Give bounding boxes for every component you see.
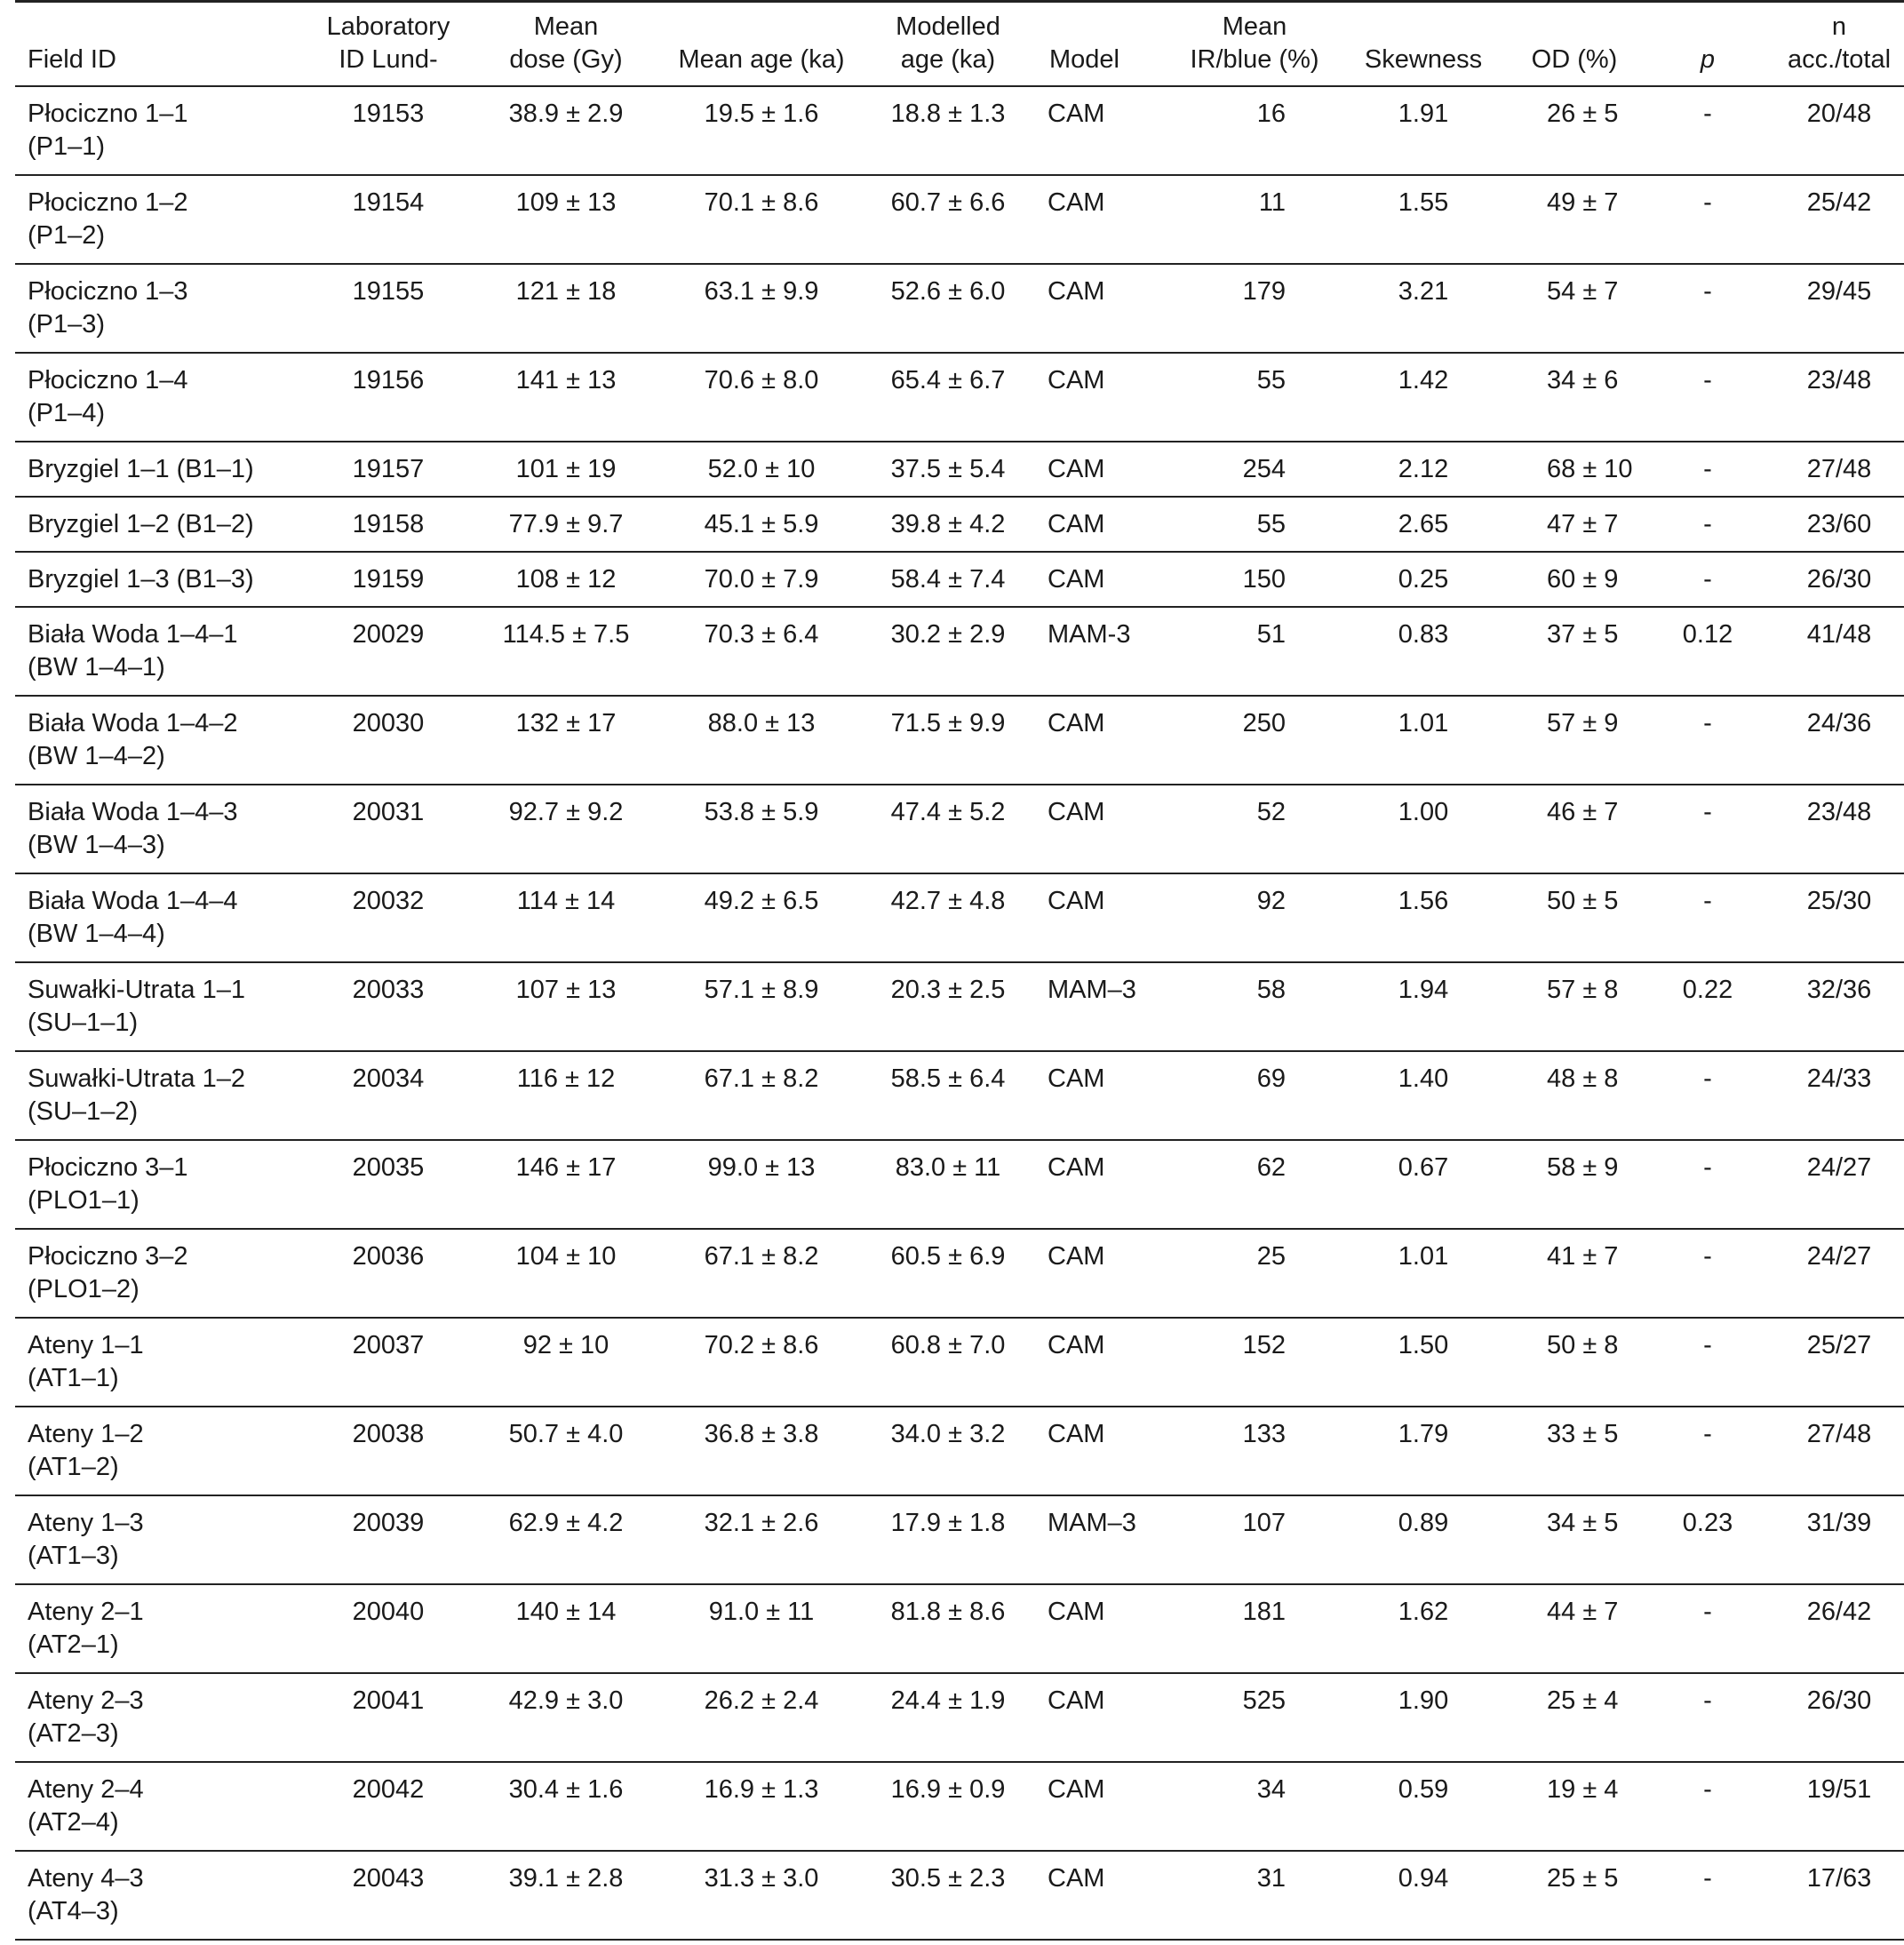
cell-model: CAM xyxy=(1048,564,1105,594)
table-row xyxy=(15,442,1904,497)
cell-model: CAM xyxy=(1048,1064,1105,1093)
col-header-lab-id: Laboratory ID Lund- xyxy=(326,12,450,74)
table-row xyxy=(15,86,1904,175)
cell-mean-dose: 77.9 ± 9.7 xyxy=(508,509,624,538)
table-row xyxy=(15,1229,1904,1318)
cell-ir-blue: 25 xyxy=(1256,1241,1286,1271)
cell-mean-dose: 132 ± 17 xyxy=(515,708,617,737)
cell-n-acc-total: 25/30 xyxy=(1806,886,1872,915)
cell-p: - xyxy=(1703,886,1712,915)
cell-field-id: Płociczno 1–3 (P1–3) xyxy=(28,276,188,339)
cell-lab-id: 20033 xyxy=(352,975,425,1004)
table-body xyxy=(15,86,1904,1940)
table-row xyxy=(15,552,1904,607)
cell-model: CAM xyxy=(1048,1241,1105,1271)
cell-od: 47 ± 7 xyxy=(1547,509,1619,538)
cell-mean-age: 45.1 ± 5.9 xyxy=(704,509,819,538)
cell-ir-blue: 16 xyxy=(1256,99,1286,128)
cell-mean-dose: 42.9 ± 3.0 xyxy=(508,1686,624,1715)
cell-od: 68 ± 10 xyxy=(1547,454,1633,483)
cell-p: - xyxy=(1703,1863,1712,1893)
cell-mean-age: 70.3 ± 6.4 xyxy=(704,619,819,649)
cell-lab-id: 20032 xyxy=(352,886,425,915)
cell-mean-dose: 101 ± 19 xyxy=(515,454,617,483)
cell-p: - xyxy=(1703,1686,1712,1715)
data-table-container xyxy=(15,0,1904,1941)
cell-field-id: Płociczno 3–2 (PLO1–2) xyxy=(28,1241,188,1303)
cell-model: CAM xyxy=(1048,708,1105,737)
cell-model: CAM xyxy=(1048,1597,1105,1626)
cell-skewness: 1.91 xyxy=(1398,99,1449,128)
cell-od: 58 ± 9 xyxy=(1547,1152,1619,1182)
cell-modelled-age: 20.3 ± 2.5 xyxy=(890,975,1006,1004)
table-row xyxy=(15,1584,1904,1673)
cell-field-id: Płociczno 1–1 (P1–1) xyxy=(28,99,188,161)
cell-model: CAM xyxy=(1048,1863,1105,1893)
cell-skewness: 1.01 xyxy=(1398,1241,1449,1271)
cell-ir-blue: 133 xyxy=(1242,1419,1286,1448)
table-row xyxy=(15,264,1904,353)
cell-mean-dose: 146 ± 17 xyxy=(515,1152,617,1182)
cell-p: - xyxy=(1703,708,1712,737)
cell-modelled-age: 52.6 ± 6.0 xyxy=(890,276,1006,306)
cell-field-id: Suwałki-Utrata 1–2 (SU–1–2) xyxy=(28,1064,245,1126)
table-row xyxy=(15,962,1904,1051)
cell-modelled-age: 65.4 ± 6.7 xyxy=(890,365,1006,395)
cell-n-acc-total: 29/45 xyxy=(1806,276,1872,306)
cell-field-id: Ateny 1–3 (AT1–3) xyxy=(28,1508,144,1570)
cell-p: - xyxy=(1703,99,1712,128)
cell-field-id: Biała Woda 1–4–4 (BW 1–4–4) xyxy=(28,886,238,948)
cell-field-id: Płociczno 1–4 (P1–4) xyxy=(28,365,188,427)
col-header-ir-blue: Mean IR/blue (%) xyxy=(1190,12,1319,74)
cell-n-acc-total: 41/48 xyxy=(1806,619,1872,649)
cell-model: CAM xyxy=(1048,1774,1105,1804)
cell-mean-dose: 62.9 ± 4.2 xyxy=(508,1508,624,1537)
cell-field-id: Ateny 1–1 (AT1–1) xyxy=(28,1330,144,1392)
cell-mean-dose: 121 ± 18 xyxy=(515,276,617,306)
cell-model: CAM xyxy=(1048,365,1105,395)
col-header-model: Model xyxy=(1049,44,1119,74)
cell-field-id: Biała Woda 1–4–2 (BW 1–4–2) xyxy=(28,708,238,770)
cell-modelled-age: 39.8 ± 4.2 xyxy=(890,509,1006,538)
cell-od: 57 ± 8 xyxy=(1547,975,1619,1004)
cell-p: - xyxy=(1703,1597,1712,1626)
cell-modelled-age: 60.8 ± 7.0 xyxy=(890,1330,1006,1359)
cell-skewness: 1.40 xyxy=(1398,1064,1449,1093)
cell-mean-age: 31.3 ± 3.0 xyxy=(704,1863,819,1893)
cell-modelled-age: 17.9 ± 1.8 xyxy=(890,1508,1006,1537)
cell-mean-dose: 39.1 ± 2.8 xyxy=(508,1863,624,1893)
cell-field-id: Biała Woda 1–4–1 (BW 1–4–1) xyxy=(28,619,238,682)
table-row xyxy=(15,1318,1904,1407)
cell-ir-blue: 179 xyxy=(1242,276,1286,306)
cell-ir-blue: 254 xyxy=(1242,454,1286,483)
cell-lab-id: 20040 xyxy=(352,1597,425,1626)
cell-od: 44 ± 7 xyxy=(1547,1597,1619,1626)
cell-model: CAM xyxy=(1048,99,1105,128)
cell-od: 25 ± 5 xyxy=(1547,1863,1619,1893)
cell-n-acc-total: 20/48 xyxy=(1806,99,1872,128)
cell-lab-id: 20037 xyxy=(352,1330,425,1359)
cell-n-acc-total: 24/36 xyxy=(1806,708,1872,737)
cell-n-acc-total: 24/27 xyxy=(1806,1241,1872,1271)
cell-n-acc-total: 26/30 xyxy=(1806,1686,1872,1715)
cell-p: 0.23 xyxy=(1682,1508,1733,1537)
cell-mean-dose: 50.7 ± 4.0 xyxy=(508,1419,624,1448)
cell-p: - xyxy=(1703,1419,1712,1448)
cell-skewness: 1.94 xyxy=(1398,975,1449,1004)
cell-mean-age: 99.0 ± 13 xyxy=(707,1152,816,1182)
cell-ir-blue: 525 xyxy=(1242,1686,1286,1715)
cell-mean-dose: 140 ± 14 xyxy=(515,1597,617,1626)
cell-skewness: 1.01 xyxy=(1398,708,1449,737)
cell-lab-id: 19156 xyxy=(352,365,425,395)
col-header-skewness: Skewness xyxy=(1364,44,1483,74)
cell-skewness: 0.94 xyxy=(1398,1863,1449,1893)
cell-mean-dose: 108 ± 12 xyxy=(515,564,617,594)
cell-p: - xyxy=(1703,1774,1712,1804)
cell-lab-id: 20035 xyxy=(352,1152,425,1182)
cell-field-id: Ateny 2–1 (AT2–1) xyxy=(28,1597,144,1659)
cell-skewness: 1.62 xyxy=(1398,1597,1449,1626)
col-header-od: OD (%) xyxy=(1531,44,1618,74)
cell-skewness: 2.12 xyxy=(1398,454,1449,483)
cell-od: 41 ± 7 xyxy=(1547,1241,1619,1271)
cell-od: 60 ± 9 xyxy=(1547,564,1619,594)
cell-n-acc-total: 26/30 xyxy=(1806,564,1872,594)
cell-p: - xyxy=(1703,1064,1712,1093)
cell-model: CAM xyxy=(1048,509,1105,538)
cell-skewness: 1.42 xyxy=(1398,365,1449,395)
cell-modelled-age: 30.5 ± 2.3 xyxy=(890,1863,1006,1893)
cell-field-id: Ateny 2–4 (AT2–4) xyxy=(28,1774,144,1837)
cell-ir-blue: 58 xyxy=(1256,975,1286,1004)
table-row xyxy=(15,1407,1904,1495)
cell-lab-id: 20042 xyxy=(352,1774,425,1804)
cell-ir-blue: 11 xyxy=(1258,187,1286,217)
cell-lab-id: 19154 xyxy=(352,187,425,217)
cell-mean-age: 70.6 ± 8.0 xyxy=(704,365,819,395)
cell-od: 26 ± 5 xyxy=(1547,99,1619,128)
table-row xyxy=(15,607,1904,696)
cell-field-id: Płociczno 1–2 (P1–2) xyxy=(28,187,188,250)
cell-mean-age: 63.1 ± 9.9 xyxy=(704,276,819,306)
cell-skewness: 0.67 xyxy=(1398,1152,1449,1182)
cell-mean-age: 70.2 ± 8.6 xyxy=(704,1330,819,1359)
osl-results-table xyxy=(15,0,1904,1941)
cell-mean-dose: 38.9 ± 2.9 xyxy=(508,99,624,128)
cell-skewness: 1.79 xyxy=(1398,1419,1449,1448)
cell-skewness: 3.21 xyxy=(1398,276,1449,306)
cell-mean-age: 49.2 ± 6.5 xyxy=(704,886,819,915)
cell-lab-id: 20043 xyxy=(352,1863,425,1893)
cell-mean-age: 88.0 ± 13 xyxy=(707,708,816,737)
cell-modelled-age: 60.7 ± 6.6 xyxy=(890,187,1006,217)
cell-n-acc-total: 23/60 xyxy=(1806,509,1872,538)
cell-skewness: 1.90 xyxy=(1398,1686,1449,1715)
cell-mean-dose: 92.7 ± 9.2 xyxy=(508,797,624,826)
cell-p: - xyxy=(1703,1152,1712,1182)
cell-od: 48 ± 8 xyxy=(1547,1064,1619,1093)
table-row xyxy=(15,353,1904,442)
cell-mean-age: 67.1 ± 8.2 xyxy=(704,1064,819,1093)
cell-mean-age: 57.1 ± 8.9 xyxy=(704,975,819,1004)
cell-modelled-age: 24.4 ± 1.9 xyxy=(890,1686,1006,1715)
cell-model: CAM xyxy=(1048,454,1105,483)
cell-n-acc-total: 25/42 xyxy=(1806,187,1872,217)
cell-ir-blue: 55 xyxy=(1256,365,1286,395)
col-header-p: p xyxy=(1700,44,1716,74)
cell-model: MAM–3 xyxy=(1048,1508,1136,1537)
cell-skewness: 1.00 xyxy=(1398,797,1449,826)
cell-n-acc-total: 23/48 xyxy=(1806,365,1872,395)
cell-modelled-age: 58.5 ± 6.4 xyxy=(890,1064,1006,1093)
cell-n-acc-total: 26/42 xyxy=(1806,1597,1872,1626)
cell-ir-blue: 51 xyxy=(1256,619,1286,649)
cell-mean-age: 70.1 ± 8.6 xyxy=(704,187,819,217)
cell-n-acc-total: 23/48 xyxy=(1806,797,1872,826)
cell-lab-id: 19159 xyxy=(352,564,425,594)
cell-skewness: 0.25 xyxy=(1398,564,1449,594)
cell-lab-id: 20039 xyxy=(352,1508,425,1537)
cell-modelled-age: 16.9 ± 0.9 xyxy=(890,1774,1006,1804)
cell-od: 50 ± 8 xyxy=(1547,1330,1619,1359)
cell-ir-blue: 62 xyxy=(1256,1152,1286,1182)
cell-lab-id: 19153 xyxy=(352,99,425,128)
cell-modelled-age: 81.8 ± 8.6 xyxy=(890,1597,1006,1626)
cell-mean-dose: 109 ± 13 xyxy=(515,187,617,217)
cell-n-acc-total: 24/27 xyxy=(1806,1152,1872,1182)
cell-ir-blue: 52 xyxy=(1256,797,1286,826)
cell-field-id: Suwałki-Utrata 1–1 (SU–1–1) xyxy=(28,975,245,1037)
table-row xyxy=(15,1762,1904,1851)
cell-n-acc-total: 27/48 xyxy=(1806,1419,1872,1448)
table-header xyxy=(15,2,1904,86)
cell-p: - xyxy=(1703,454,1712,483)
table-row xyxy=(15,785,1904,873)
cell-p: - xyxy=(1703,1330,1712,1359)
cell-skewness: 1.56 xyxy=(1398,886,1449,915)
cell-mean-age: 91.0 ± 11 xyxy=(708,1597,815,1626)
cell-lab-id: 20030 xyxy=(352,708,425,737)
cell-skewness: 1.50 xyxy=(1398,1330,1449,1359)
cell-mean-age: 52.0 ± 10 xyxy=(707,454,816,483)
cell-model: CAM xyxy=(1048,1686,1105,1715)
cell-field-id: Bryzgiel 1–2 (B1–2) xyxy=(28,509,254,538)
cell-od: 37 ± 5 xyxy=(1547,619,1619,649)
cell-mean-dose: 92 ± 10 xyxy=(522,1330,609,1359)
cell-ir-blue: 152 xyxy=(1242,1330,1286,1359)
cell-model: CAM xyxy=(1048,1330,1105,1359)
cell-skewness: 2.65 xyxy=(1398,509,1449,538)
cell-n-acc-total: 17/63 xyxy=(1806,1863,1872,1893)
cell-mean-age: 36.8 ± 3.8 xyxy=(704,1419,819,1448)
cell-mean-age: 16.9 ± 1.3 xyxy=(704,1774,819,1804)
cell-skewness: 0.89 xyxy=(1398,1508,1449,1537)
cell-field-id: Bryzgiel 1–1 (B1–1) xyxy=(28,454,254,483)
table-row xyxy=(15,1495,1904,1584)
cell-modelled-age: 42.7 ± 4.8 xyxy=(890,886,1006,915)
cell-lab-id: 19158 xyxy=(352,509,425,538)
cell-ir-blue: 31 xyxy=(1256,1863,1286,1893)
cell-model: MAM-3 xyxy=(1048,619,1131,649)
cell-modelled-age: 37.5 ± 5.4 xyxy=(890,454,1006,483)
cell-skewness: 0.83 xyxy=(1398,619,1449,649)
cell-modelled-age: 83.0 ± 11 xyxy=(895,1152,1001,1182)
col-header-mean-age: Mean age (ka) xyxy=(678,44,845,74)
cell-mean-dose: 30.4 ± 1.6 xyxy=(508,1774,624,1804)
cell-od: 33 ± 5 xyxy=(1547,1419,1619,1448)
cell-lab-id: 20031 xyxy=(352,797,425,826)
cell-n-acc-total: 32/36 xyxy=(1806,975,1872,1004)
cell-p: - xyxy=(1703,276,1712,306)
cell-od: 46 ± 7 xyxy=(1547,797,1619,826)
cell-od: 34 ± 5 xyxy=(1547,1508,1619,1537)
cell-ir-blue: 181 xyxy=(1242,1597,1286,1626)
cell-modelled-age: 18.8 ± 1.3 xyxy=(890,99,1006,128)
cell-lab-id: 20041 xyxy=(352,1686,425,1715)
cell-modelled-age: 60.5 ± 6.9 xyxy=(890,1241,1006,1271)
cell-model: CAM xyxy=(1048,276,1105,306)
cell-n-acc-total: 31/39 xyxy=(1806,1508,1872,1537)
cell-n-acc-total: 25/27 xyxy=(1806,1330,1872,1359)
cell-mean-dose: 114 ± 14 xyxy=(516,886,616,915)
cell-ir-blue: 34 xyxy=(1256,1774,1286,1804)
table-row xyxy=(15,1140,1904,1229)
cell-model: CAM xyxy=(1048,187,1105,217)
cell-p: - xyxy=(1703,187,1712,217)
cell-n-acc-total: 27/48 xyxy=(1806,454,1872,483)
cell-lab-id: 20036 xyxy=(352,1241,425,1271)
cell-modelled-age: 71.5 ± 9.9 xyxy=(890,708,1006,737)
cell-skewness: 1.55 xyxy=(1398,187,1449,217)
cell-model: MAM–3 xyxy=(1048,975,1136,1004)
cell-field-id: Ateny 4–3 (AT4–3) xyxy=(28,1863,144,1925)
cell-field-id: Biała Woda 1–4–3 (BW 1–4–3) xyxy=(28,797,238,859)
cell-ir-blue: 107 xyxy=(1242,1508,1286,1537)
header-row xyxy=(15,2,1904,86)
cell-mean-age: 26.2 ± 2.4 xyxy=(704,1686,819,1715)
cell-modelled-age: 58.4 ± 7.4 xyxy=(890,564,1006,594)
cell-ir-blue: 55 xyxy=(1256,509,1286,538)
cell-lab-id: 20038 xyxy=(352,1419,425,1448)
cell-field-id: Ateny 2–3 (AT2–3) xyxy=(28,1686,144,1748)
cell-mean-dose: 114.5 ± 7.5 xyxy=(502,619,630,649)
cell-p: 0.12 xyxy=(1682,619,1733,649)
cell-n-acc-total: 19/51 xyxy=(1806,1774,1872,1804)
cell-n-acc-total: 24/33 xyxy=(1806,1064,1872,1093)
cell-p: - xyxy=(1703,365,1712,395)
table-row xyxy=(15,1051,1904,1140)
cell-field-id: Bryzgiel 1–3 (B1–3) xyxy=(28,564,254,594)
cell-od: 49 ± 7 xyxy=(1547,187,1619,217)
cell-skewness: 0.59 xyxy=(1398,1774,1449,1804)
cell-mean-age: 32.1 ± 2.6 xyxy=(704,1508,819,1537)
cell-mean-age: 53.8 ± 5.9 xyxy=(704,797,819,826)
cell-lab-id: 20034 xyxy=(352,1064,425,1093)
cell-ir-blue: 92 xyxy=(1256,886,1286,915)
cell-mean-age: 19.5 ± 1.6 xyxy=(704,99,819,128)
cell-model: CAM xyxy=(1048,1152,1105,1182)
col-header-mean-dose: Mean dose (Gy) xyxy=(509,12,623,74)
cell-model: CAM xyxy=(1048,797,1105,826)
cell-mean-dose: 116 ± 12 xyxy=(516,1064,616,1093)
cell-mean-dose: 141 ± 13 xyxy=(515,365,617,395)
cell-mean-age: 67.1 ± 8.2 xyxy=(704,1241,819,1271)
col-header-n: n acc./total xyxy=(1787,12,1892,74)
cell-field-id: Płociczno 3–1 (PLO1–1) xyxy=(28,1152,188,1215)
col-header-field-id: Field ID xyxy=(28,44,116,74)
cell-p: 0.22 xyxy=(1682,975,1733,1004)
cell-model: CAM xyxy=(1048,1419,1105,1448)
table-row xyxy=(15,497,1904,552)
table-row xyxy=(15,873,1904,962)
cell-lab-id: 19157 xyxy=(352,454,425,483)
cell-modelled-age: 47.4 ± 5.2 xyxy=(890,797,1006,826)
cell-modelled-age: 34.0 ± 3.2 xyxy=(890,1419,1006,1448)
table-row xyxy=(15,696,1904,785)
cell-lab-id: 19155 xyxy=(352,276,425,306)
cell-od: 57 ± 9 xyxy=(1547,708,1619,737)
cell-p: - xyxy=(1703,1241,1712,1271)
cell-ir-blue: 250 xyxy=(1242,708,1286,737)
cell-p: - xyxy=(1703,564,1712,594)
cell-ir-blue: 150 xyxy=(1242,564,1286,594)
cell-od: 25 ± 4 xyxy=(1547,1686,1619,1715)
cell-mean-age: 70.0 ± 7.9 xyxy=(704,564,819,594)
cell-p: - xyxy=(1703,509,1712,538)
cell-mean-dose: 104 ± 10 xyxy=(515,1241,617,1271)
cell-od: 50 ± 5 xyxy=(1547,886,1619,915)
cell-od: 54 ± 7 xyxy=(1547,276,1619,306)
col-header-modelled-age: Modelled age (ka) xyxy=(896,12,1000,74)
cell-mean-dose: 107 ± 13 xyxy=(515,975,617,1004)
cell-model: CAM xyxy=(1048,886,1105,915)
table-row xyxy=(15,1851,1904,1940)
cell-od: 34 ± 6 xyxy=(1547,365,1619,395)
cell-lab-id: 20029 xyxy=(352,619,425,649)
table-row xyxy=(15,175,1904,264)
cell-modelled-age: 30.2 ± 2.9 xyxy=(890,619,1006,649)
cell-od: 19 ± 4 xyxy=(1547,1774,1619,1804)
cell-ir-blue: 69 xyxy=(1256,1064,1286,1093)
table-row xyxy=(15,1673,1904,1762)
cell-field-id: Ateny 1–2 (AT1–2) xyxy=(28,1419,144,1481)
cell-p: - xyxy=(1703,797,1712,826)
